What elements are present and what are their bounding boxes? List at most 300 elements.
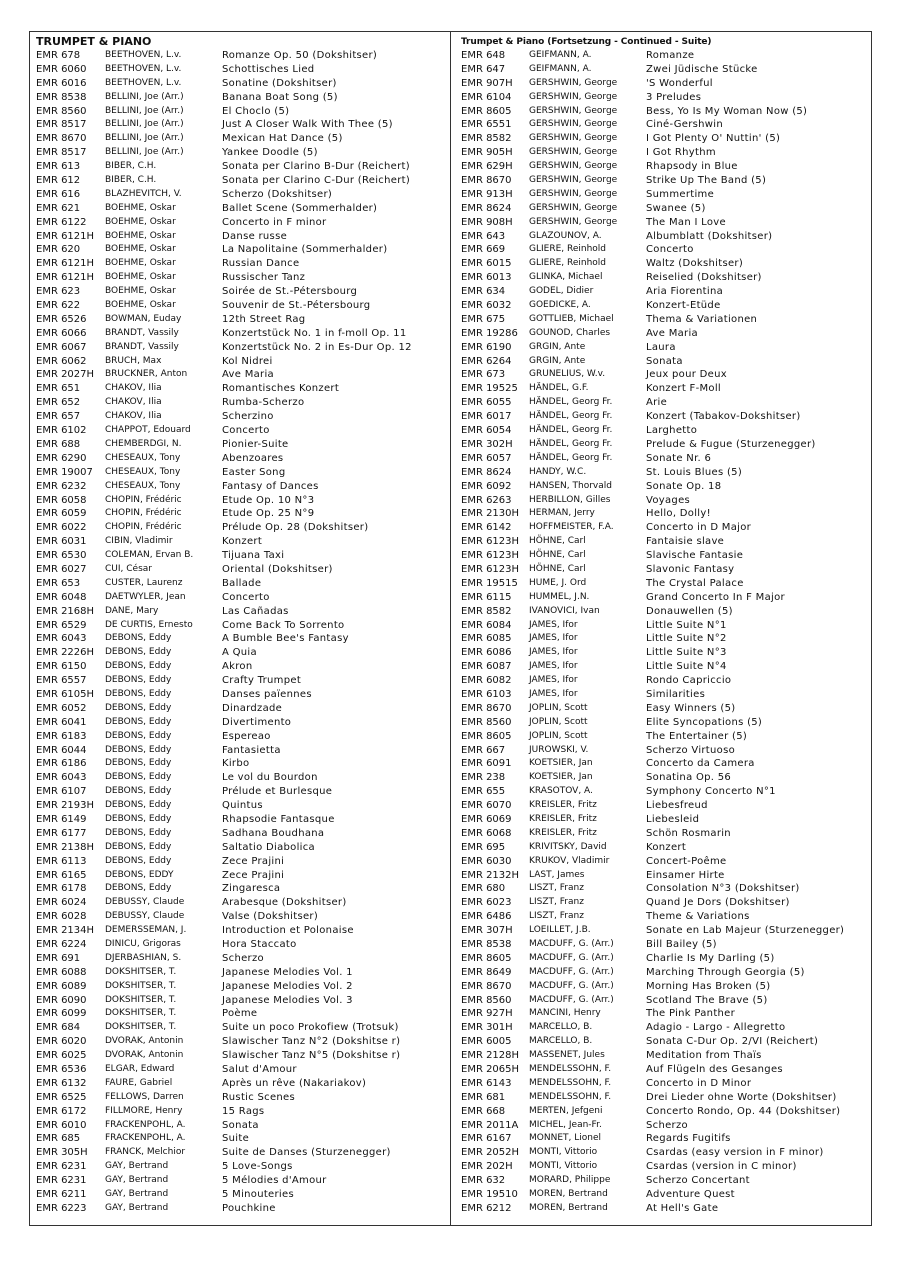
catalog-number: EMR 8670 <box>461 980 512 992</box>
work-title: Le vol du Bourdon <box>222 772 318 784</box>
catalog-entry <box>461 924 866 938</box>
composer-name: BOEHME, Oskar <box>105 202 176 213</box>
catalog-entry <box>461 577 866 591</box>
catalog-number: EMR 6212 <box>461 1202 512 1214</box>
work-title: Slawischer Tanz N°5 (Dokshitse r) <box>222 1050 401 1062</box>
catalog-number: EMR 657 <box>36 411 81 423</box>
work-title: Little Suite N°3 <box>646 647 727 659</box>
composer-name: MANCINI, Henry <box>529 1008 601 1019</box>
catalog-entry <box>461 688 866 702</box>
catalog-entry <box>36 966 446 980</box>
composer-name: BIBER, C.H. <box>105 161 157 172</box>
catalog-number: EMR 6043 <box>36 772 87 784</box>
catalog-entry <box>36 799 446 813</box>
catalog-number: EMR 6113 <box>36 855 87 867</box>
catalog-entry <box>461 813 866 827</box>
work-title: Charlie Is My Darling (5) <box>646 952 775 964</box>
work-title: Symphony Concerto N°1 <box>646 786 776 798</box>
work-title: Sonata <box>222 1119 259 1131</box>
work-title: Etude Op. 10 N°3 <box>222 494 315 506</box>
work-title: Konzert <box>222 536 263 548</box>
catalog-entry <box>461 882 866 896</box>
composer-name: BELLINI, Joe (Arr.) <box>105 119 184 130</box>
work-title: Japanese Melodies Vol. 2 <box>222 980 353 992</box>
composer-name: DEBONS, Eddy <box>105 675 172 686</box>
composer-name: DOKSHITSER, T. <box>105 1022 177 1033</box>
composer-name: DEBUSSY, Claude <box>105 911 185 922</box>
work-title: Sadhana Boudhana <box>222 827 325 839</box>
catalog-entry <box>36 396 446 410</box>
composer-name: DEBUSSY, Claude <box>105 897 185 908</box>
catalog-entry <box>461 480 866 494</box>
catalog-entry <box>36 494 446 508</box>
catalog-entry <box>461 744 866 758</box>
catalog-entry <box>461 952 866 966</box>
work-title: Konzert F-Moll <box>646 383 721 395</box>
catalog-number: EMR 8670 <box>461 702 512 714</box>
composer-name: BRUCKNER, Anton <box>105 369 188 380</box>
composer-name: BELLINI, Joe (Arr.) <box>105 133 184 144</box>
work-title: Concerto in F minor <box>222 216 327 228</box>
composer-name: MONTI, Vittorio <box>529 1147 598 1158</box>
catalog-entry <box>461 1063 866 1077</box>
work-title: Aria Fiorentina <box>646 286 724 298</box>
catalog-number: EMR 8670 <box>36 133 87 145</box>
catalog-number: EMR 6115 <box>461 591 512 603</box>
work-title: Concerto in D Minor <box>646 1077 752 1089</box>
catalog-entry <box>461 257 866 271</box>
catalog-number: EMR 6150 <box>36 661 87 673</box>
composer-name: DAETWYLER, Jean <box>105 591 186 602</box>
catalog-number: EMR 6121H <box>36 272 95 284</box>
work-title: 5 Love-Songs <box>222 1161 293 1173</box>
work-title: Concerto Rondo, Op. 44 (Dokshitser) <box>646 1105 841 1117</box>
work-title: Scherzo <box>222 952 264 964</box>
composer-name: GLAZOUNOV, A. <box>529 230 602 241</box>
catalog-entry <box>461 980 866 994</box>
composer-name: GERSHWIN, George <box>529 147 618 158</box>
catalog-number: EMR 238 <box>461 772 506 784</box>
catalog-number: EMR 6086 <box>461 647 512 659</box>
work-title: Sonatine (Dokshitser) <box>222 77 337 89</box>
catalog-entry <box>461 105 866 119</box>
catalog-entry <box>461 1049 866 1063</box>
work-title: Divertimento <box>222 716 292 728</box>
catalog-entry <box>36 632 446 646</box>
catalog-number: EMR 651 <box>36 383 81 395</box>
work-title: Sonatina Op. 56 <box>646 772 732 784</box>
work-title: Introduction et Polonaise <box>222 925 354 937</box>
catalog-number: EMR 6070 <box>461 800 512 812</box>
composer-name: JOPLIN, Scott <box>529 716 588 727</box>
composer-name: JAMES, Ifor <box>529 688 578 699</box>
work-title: Sonata C-Dur Op. 2/VI (Reichert) <box>646 1036 819 1048</box>
work-title: Konzert (Tabakov-Dokshitser) <box>646 411 801 423</box>
catalog-number: EMR 6121H <box>36 258 95 270</box>
catalog-entry <box>461 591 866 605</box>
work-title: Meditation from Thaïs <box>646 1050 762 1062</box>
composer-name: GERSHWIN, George <box>529 216 618 227</box>
catalog-entry <box>461 827 866 841</box>
work-title: 'S Wonderful <box>646 77 713 89</box>
catalog-number: EMR 6082 <box>461 675 512 687</box>
work-title: Slavische Fantasie <box>646 550 744 562</box>
catalog-entry <box>36 1021 446 1035</box>
composer-name: BRUCH, Max <box>105 355 162 366</box>
catalog-entry <box>36 882 446 896</box>
work-title: Strike Up The Band (5) <box>646 175 767 187</box>
composer-name: DEBONS, EDDY <box>105 869 174 880</box>
composer-name: GERSHWIN, George <box>529 202 618 213</box>
catalog-entry <box>461 230 866 244</box>
catalog-entry <box>36 146 446 160</box>
catalog-entry <box>36 174 446 188</box>
work-title: 5 Mélodies d'Amour <box>222 1175 327 1187</box>
catalog-number: EMR 8560 <box>461 994 512 1006</box>
composer-name: COLEMAN, Ervan B. <box>105 550 194 561</box>
catalog-number: EMR 6103 <box>461 688 512 700</box>
work-title: Kol Nidrei <box>222 355 273 367</box>
composer-name: BOEHME, Oskar <box>105 258 176 269</box>
catalog-entry <box>36 605 446 619</box>
catalog-number: EMR 6263 <box>461 494 512 506</box>
catalog-number: EMR 616 <box>36 188 81 200</box>
composer-name: GRUNELIUS, W.v. <box>529 369 606 380</box>
catalog-number: EMR 6107 <box>36 786 87 798</box>
work-title: Drei Lieder ohne Worte (Dokshitser) <box>646 1091 837 1103</box>
catalog-number: EMR 6028 <box>36 911 87 923</box>
composer-name: BIBER, C.H. <box>105 175 157 186</box>
catalog-entry <box>461 896 866 910</box>
composer-name: MACDUFF, G. (Arr.) <box>529 966 614 977</box>
composer-name: FRANCK, Melchior <box>105 1147 186 1158</box>
catalog-entry <box>461 91 866 105</box>
catalog-number: EMR 6211 <box>36 1189 87 1201</box>
work-title: Little Suite N°4 <box>646 661 727 673</box>
catalog-entry <box>461 118 866 132</box>
catalog-entry <box>461 632 866 646</box>
work-title: Easy Winners (5) <box>646 702 736 714</box>
work-title: Japanese Melodies Vol. 1 <box>222 966 353 978</box>
catalog-number: EMR 19525 <box>461 383 518 395</box>
composer-name: MACDUFF, G. (Arr.) <box>529 980 614 991</box>
catalog-number: EMR 621 <box>36 202 81 214</box>
composer-name: MENDELSSOHN, F. <box>529 1091 612 1102</box>
composer-name: DJERBASHIAN, S. <box>105 952 182 963</box>
work-title: Theme & Variations <box>646 911 750 923</box>
composer-name: DEBONS, Eddy <box>105 688 172 699</box>
catalog-entry <box>36 549 446 563</box>
catalog-number: EMR 667 <box>461 744 506 756</box>
catalog-entry <box>36 1188 446 1202</box>
composer-name: FAURE, Gabriel <box>105 1077 173 1088</box>
work-title: Concert-Poême <box>646 855 727 867</box>
catalog-entry <box>36 952 446 966</box>
catalog-number: EMR 6102 <box>36 425 87 437</box>
catalog-entry <box>461 660 866 674</box>
work-title: Etude Op. 25 N°9 <box>222 508 315 520</box>
catalog-list-left <box>36 49 446 1216</box>
catalog-entry <box>36 438 446 452</box>
catalog-entry <box>36 382 446 396</box>
work-title: Laura <box>646 341 676 353</box>
work-title: Romanze <box>646 50 695 61</box>
catalog-entry <box>36 980 446 994</box>
work-title: Larghetto <box>646 425 698 437</box>
composer-name: FRACKENPOHL, A. <box>105 1133 186 1144</box>
work-title: Yankee Doodle (5) <box>222 147 318 159</box>
catalog-entry <box>36 160 446 174</box>
catalog-entry <box>36 841 446 855</box>
catalog-number: EMR 8560 <box>461 716 512 728</box>
catalog-entry <box>36 202 446 216</box>
composer-name: DEBONS, Eddy <box>105 633 172 644</box>
composer-name: HUMMEL, J.N. <box>529 591 590 602</box>
composer-name: CHAPPOT, Edouard <box>105 425 191 436</box>
composer-name: HÄNDEL, G.F. <box>529 383 589 394</box>
catalog-number: EMR 6058 <box>36 494 87 506</box>
work-title: Summertime <box>646 188 715 200</box>
composer-name: BRANDT, Vassily <box>105 341 179 352</box>
work-title: Danse russe <box>222 230 288 242</box>
work-title: Ave Maria <box>646 327 698 339</box>
work-title: Jeux pour Deux <box>646 369 727 381</box>
work-title: Espereao <box>222 730 271 742</box>
composer-name: DOKSHITSER, T. <box>105 966 177 977</box>
catalog-number: EMR 691 <box>36 952 81 964</box>
catalog-number: EMR 6017 <box>461 411 512 423</box>
catalog-entry <box>36 410 446 424</box>
composer-name: HÄNDEL, Georg Fr. <box>529 411 613 422</box>
catalog-number: EMR 634 <box>461 286 506 298</box>
catalog-entry <box>36 744 446 758</box>
catalog-number: EMR 6190 <box>461 341 512 353</box>
work-title: Auf Flügeln des Gesanges <box>646 1064 783 1076</box>
catalog-number: EMR 2193H <box>36 800 95 812</box>
composer-name: GAY, Bertrand <box>105 1189 169 1200</box>
work-title: Romantisches Konzert <box>222 383 340 395</box>
work-title: Arabesque (Dokshitser) <box>222 897 347 909</box>
catalog-entry <box>461 646 866 660</box>
catalog-entry <box>36 716 446 730</box>
composer-name: BOEHME, Oskar <box>105 300 176 311</box>
catalog-number: EMR 673 <box>461 369 506 381</box>
composer-name: GOTTLIEB, Michael <box>529 313 614 324</box>
catalog-entry <box>461 1021 866 1035</box>
catalog-entry <box>461 285 866 299</box>
work-title: Regards Fugitifs <box>646 1133 731 1145</box>
catalog-entry <box>36 660 446 674</box>
catalog-number: EMR 8538 <box>461 939 512 950</box>
catalog-entry <box>36 994 446 1008</box>
catalog-entry <box>461 910 866 924</box>
composer-name: FILLMORE, Henry <box>105 1105 183 1116</box>
composer-name: DEBONS, Eddy <box>105 883 172 894</box>
catalog-entry <box>36 702 446 716</box>
catalog-number: EMR 6068 <box>461 827 512 839</box>
work-title: 15 Rags <box>222 1105 265 1117</box>
catalog-number: EMR 6048 <box>36 591 87 603</box>
catalog-number: EMR 6178 <box>36 883 87 895</box>
work-title: Concerto da Camera <box>646 758 755 770</box>
work-title: Little Suite N°1 <box>646 619 727 631</box>
catalog-number: EMR 6105H <box>36 688 95 700</box>
composer-name: GLIERE, Reinhold <box>529 258 607 269</box>
work-title: Dinardzade <box>222 702 283 714</box>
work-title: Konzert-Etüde <box>646 300 721 312</box>
work-title: Consolation N°3 (Dokshitser) <box>646 883 800 895</box>
work-title: Easter Song <box>222 466 286 478</box>
work-title: At Hell's Gate <box>646 1202 719 1214</box>
composer-name: FELLOWS, Darren <box>105 1091 184 1102</box>
composer-name: MOREN, Bertrand <box>529 1202 608 1213</box>
composer-name: CHOPIN, Frédéric <box>105 494 182 505</box>
work-title: Danses païennes <box>222 688 312 700</box>
composer-name: DOKSHITSER, T. <box>105 994 177 1005</box>
work-title: Suite de Danses (Sturzenegger) <box>222 1147 391 1159</box>
composer-name: KRASOTOV, A. <box>529 786 593 797</box>
catalog-entry <box>461 1105 866 1119</box>
composer-name: MACDUFF, G. (Arr.) <box>529 939 614 949</box>
composer-name: BOEHME, Oskar <box>105 230 176 241</box>
composer-name: DEBONS, Eddy <box>105 758 172 769</box>
composer-name: DEBONS, Eddy <box>105 813 172 824</box>
catalog-number: EMR 6057 <box>461 452 512 464</box>
composer-name: BOEHME, Oskar <box>105 286 176 297</box>
catalog-number: EMR 688 <box>36 438 81 450</box>
catalog-entry <box>36 285 446 299</box>
catalog-number: EMR 668 <box>461 1105 506 1117</box>
composer-name: DEBONS, Eddy <box>105 744 172 755</box>
work-title: Concerto <box>222 425 270 437</box>
work-title: Romanze Op. 50 (Dokshitser) <box>222 50 378 61</box>
composer-name: MARCELLO, B. <box>529 1022 593 1033</box>
catalog-entry <box>461 535 866 549</box>
composer-name: MERTEN, Jefgeni <box>529 1105 603 1116</box>
composer-name: JOPLIN, Scott <box>529 702 588 713</box>
catalog-entry <box>36 1202 446 1216</box>
work-title: Quintus <box>222 800 263 812</box>
composer-name: MACDUFF, G. (Arr.) <box>529 994 614 1005</box>
catalog-number: EMR 6183 <box>36 730 87 742</box>
catalog-number: EMR 669 <box>461 244 506 256</box>
catalog-entry <box>461 313 866 327</box>
catalog-entry <box>36 619 446 633</box>
catalog-number: EMR 6264 <box>461 355 512 367</box>
work-title: Russischer Tanz <box>222 272 306 284</box>
work-title: Pionier-Suite <box>222 438 289 450</box>
work-title: Bess, Yo Is My Woman Now (5) <box>646 105 808 117</box>
catalog-number: EMR 684 <box>36 1022 81 1034</box>
work-title: Liebesleid <box>646 813 700 825</box>
catalog-number: EMR 8624 <box>461 466 512 478</box>
catalog-number: EMR 695 <box>461 841 506 853</box>
catalog-number: EMR 6041 <box>36 716 87 728</box>
catalog-entry <box>461 160 866 174</box>
catalog-entry <box>461 855 866 869</box>
catalog-number: EMR 6143 <box>461 1077 512 1089</box>
composer-name: CUI, César <box>105 563 152 574</box>
catalog-number: EMR 6067 <box>36 341 87 353</box>
work-title: Konzertstück No. 2 in Es-Dur Op. 12 <box>222 341 412 353</box>
work-title: Pouchkine <box>222 1202 276 1214</box>
catalog-entry <box>36 1146 446 1160</box>
composer-name: IVANOVICI, Ivan <box>529 605 600 616</box>
catalog-entry <box>461 757 866 771</box>
catalog-number: EMR 6092 <box>461 480 512 492</box>
composer-name: MARCELLO, B. <box>529 1036 593 1047</box>
catalog-number: EMR 6099 <box>36 1008 87 1020</box>
composer-name: HÖHNE, Carl <box>529 550 586 561</box>
catalog-entry <box>36 1119 446 1133</box>
work-title: Sonate en Lab Majeur (Sturzenegger) <box>646 925 845 937</box>
work-title: Poème <box>222 1008 258 1020</box>
catalog-entry <box>461 382 866 396</box>
work-title: El Choclo (5) <box>222 105 290 117</box>
catalog-entry <box>461 327 866 341</box>
composer-name: CHAKOV, Ilia <box>105 383 162 394</box>
catalog-entry <box>461 1035 866 1049</box>
work-title: Scherzo Concertant <box>646 1175 750 1187</box>
work-title: Hora Staccato <box>222 939 297 950</box>
catalog-number: EMR 6091 <box>461 758 512 770</box>
work-title: Schottisches Lied <box>222 63 315 75</box>
catalog-number: EMR 613 <box>36 161 81 173</box>
work-title: Rustic Scenes <box>222 1091 296 1103</box>
catalog-number: EMR 307H <box>461 925 513 937</box>
catalog-number: EMR 6526 <box>36 313 87 325</box>
catalog-entry <box>36 771 446 785</box>
catalog-number: EMR 6060 <box>36 63 87 75</box>
section-heading: TRUMPET & PIANO <box>36 35 152 48</box>
catalog-number: EMR 6066 <box>36 327 87 339</box>
composer-name: MOREN, Bertrand <box>529 1189 608 1200</box>
composer-name: DANE, Mary <box>105 605 159 616</box>
catalog-entry <box>36 785 446 799</box>
catalog-number: EMR 8582 <box>461 133 512 145</box>
catalog-entry <box>461 424 866 438</box>
catalog-number: EMR 8605 <box>461 105 512 117</box>
work-title: Scherzo <box>646 1119 688 1131</box>
composer-name: MONTI, Vittorio <box>529 1161 598 1172</box>
catalog-entry <box>36 869 446 883</box>
work-title: Konzert <box>646 841 687 853</box>
catalog-entry <box>461 202 866 216</box>
work-title: The Crystal Palace <box>646 577 744 589</box>
catalog-entry <box>36 924 446 938</box>
catalog-number: EMR 6165 <box>36 869 87 881</box>
composer-name: GEIFMANN, A. <box>529 63 592 74</box>
catalog-number: EMR 675 <box>461 313 506 325</box>
catalog-number: EMR 6089 <box>36 980 87 992</box>
catalog-number: EMR 19510 <box>461 1189 518 1201</box>
catalog-number: EMR 6023 <box>461 897 512 909</box>
composer-name: BOEHME, Oskar <box>105 216 176 227</box>
composer-name: GERSHWIN, George <box>529 133 618 144</box>
catalog-entry <box>461 1077 866 1091</box>
catalog-entry <box>461 966 866 980</box>
catalog-number: EMR 8670 <box>461 175 512 187</box>
catalog-entry <box>36 507 446 521</box>
catalog-entry <box>461 466 866 480</box>
composer-name: DEBONS, Eddy <box>105 827 172 838</box>
catalog-entry <box>36 646 446 660</box>
catalog-number: EMR 2134H <box>36 925 95 937</box>
catalog-number: EMR 6013 <box>461 272 512 284</box>
catalog-entry <box>36 216 446 230</box>
catalog-entry <box>36 688 446 702</box>
catalog-entry <box>461 521 866 535</box>
